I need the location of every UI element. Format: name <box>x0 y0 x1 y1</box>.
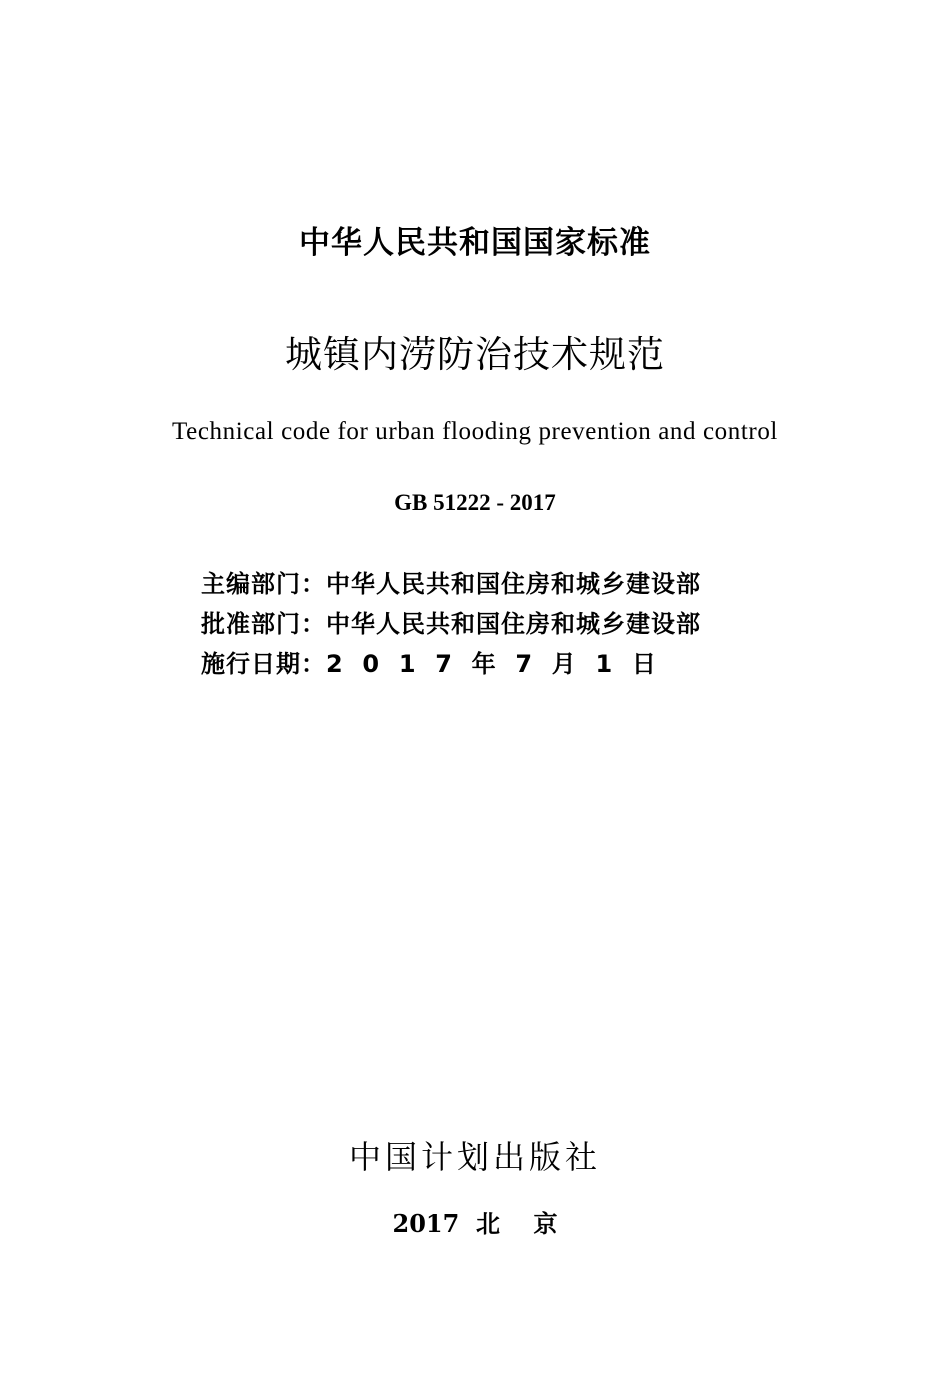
publication-year-place: 2017 北 京 <box>392 1209 558 1238</box>
standard-code: GB 51222 - 2017 <box>394 490 556 515</box>
standard-type-heading: 中华人民共和国国家标准 <box>299 225 651 261</box>
document-title-english: Technical code for urban flooding prevention and control <box>172 418 778 445</box>
effective-date-label: 施行日期： <box>201 649 326 678</box>
effective-date-value: 2 0 1 7 年 7 月 1 日 <box>326 649 657 678</box>
effective-date-row <box>201 641 761 681</box>
approver-label: 批准部门： <box>201 609 326 638</box>
approver-row <box>201 601 761 641</box>
chief-editor-label: 主编部门： <box>201 569 326 598</box>
issuing-info-block <box>201 561 761 681</box>
publisher-name: 中国计划出版社 <box>348 1138 601 1176</box>
approver-value: 中华人民共和国住房和城乡建设部 <box>326 609 701 638</box>
document-title-chinese: 城镇内涝防治技术规范 <box>285 333 665 376</box>
chief-editor-value: 中华人民共和国住房和城乡建设部 <box>326 569 701 598</box>
chief-editor-row <box>201 561 761 601</box>
